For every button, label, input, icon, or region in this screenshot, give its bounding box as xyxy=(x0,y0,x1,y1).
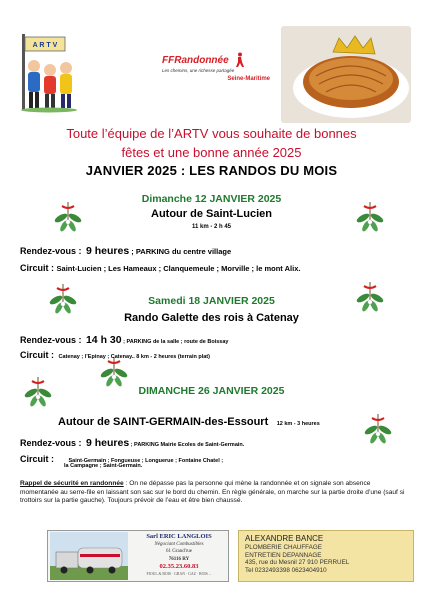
artv-logo xyxy=(10,32,88,114)
ad-left-fuels: FIOUL & BOIS · GRAN · GAZ · BOIS ... xyxy=(146,571,212,576)
ad-right-line4: Tel 0232493398 0623404910 xyxy=(245,566,327,574)
circuit-route: Saint-Lucien ; Les Hameaux ; Clanquemeule ; Morville ; le mont Alix. xyxy=(56,264,301,273)
event-3-date: DIMANCHE 26 JANVIER 2025 xyxy=(138,385,285,397)
ad-left-phone: 02.35.23.60.83 xyxy=(159,563,199,571)
ffr-region: Seine-Maritime xyxy=(227,76,270,82)
event-1-rdv xyxy=(20,241,231,259)
ad-left-activity: Négociant Combustibles xyxy=(154,541,204,547)
ad-left-city: 76116 RY xyxy=(168,556,190,562)
greeting-line-1: Toute l’équipe de l’ARTV vous souhaite de bonnes xyxy=(66,126,357,141)
month-banner: JANVIER 2025 : LES RANDOS DU MOIS xyxy=(85,163,338,178)
event-1-date: Dimanche 12 JANVIER 2025 xyxy=(141,193,282,205)
safety-reminder xyxy=(20,480,410,506)
rdv-label: Rendez-vous : xyxy=(20,438,82,448)
mistletoe-icon xyxy=(360,412,396,448)
rdv-place: ; PARKING de la salle ; route de Boissay xyxy=(121,339,229,345)
circuit-label: Circuit : xyxy=(20,350,55,360)
ffrandonnee-logo xyxy=(162,52,270,100)
circuit-route-line-2: la Campagne ; Saint-Germain. xyxy=(64,463,143,469)
ad-eric-langlois xyxy=(47,530,229,582)
ad-right-line1: PLOMBERIE CHAUFFAGE xyxy=(245,544,322,551)
ffr-tagline: Les chemins, une richesse partagée xyxy=(162,68,235,73)
rdv-time: 9 heures xyxy=(85,245,130,257)
rdv-place: ; PARKING Mairie Ecoles de Saint-Germain. xyxy=(129,442,245,448)
safety-text: : On ne dépasse pas la personne qui mène la randonnée et on signale son absence momentanée au serre-file en laissant son sac sur le bord du chemin. En règle générale, on marche sur la partie droite d’une (sauf si trottoirs sur la partie gauche). Toujours prévoir de l’eau et être bien chaussé. xyxy=(20,480,405,505)
event-2-circuit xyxy=(20,345,210,363)
event-2-title: Rando Galette des rois à Catenay xyxy=(124,312,299,324)
rdv-time: 9 heures xyxy=(85,437,130,449)
circuit-route-line-1: Saint-Germain ; Fongueuse ; Longuerue ; Fontaine Chatel ; xyxy=(68,458,224,464)
greeting-line-2: fêtes et une bonne année 2025 xyxy=(121,145,302,160)
galette-photo xyxy=(281,26,411,123)
circuit-route: Catenay ; l’Epinay ; Catenay.. 8 km - 2 heures (terrain plat) xyxy=(58,354,210,360)
circuit-label: Circuit : xyxy=(20,263,57,273)
hiker-icon xyxy=(232,52,246,68)
rdv-place: ; PARKING du centre village xyxy=(129,247,232,256)
ad-left-street: 61 Grand'rue xyxy=(165,549,193,555)
safety-title: Rappel de sécurité en randonnée xyxy=(20,480,124,487)
rdv-label: Rendez-vous : xyxy=(20,246,82,256)
event-1-distance: 11 km - 2 h 45 xyxy=(191,224,232,230)
ffr-name: FFRandonnée xyxy=(162,54,229,66)
event-3-distance: 12 km - 3 heures xyxy=(276,421,320,427)
artv-sign-text: A R T V xyxy=(32,42,58,49)
fuel-truck-image xyxy=(50,532,128,580)
rdv-time: 14 h 30 xyxy=(85,334,122,346)
circuit-label: Circuit : xyxy=(20,454,55,464)
event-1-circuit xyxy=(20,258,300,276)
event-3-title-row xyxy=(58,412,320,430)
event-3-title: Autour de SAINT-GERMAIN-des-Essourt xyxy=(58,416,269,428)
ad-right-name: ALEXANDRE BANCE xyxy=(245,534,324,543)
ad-alexandre-bance xyxy=(238,530,414,582)
greeting-headline xyxy=(10,124,413,162)
ad-right-line3: 435, rue du Mesnil 27 910 PERRUEL xyxy=(245,559,350,567)
event-2-date: Samedi 18 JANVIER 2025 xyxy=(148,295,275,307)
event-1-title: Autour de Saint-Lucien xyxy=(151,208,272,220)
ad-left-brand: Sarl ERIC LANGLOIS xyxy=(146,533,212,540)
ad-right-line2: ENTRETIEN DEPANNAGE xyxy=(245,551,322,559)
rdv-label: Rendez-vous : xyxy=(20,335,82,345)
mistletoe-icon xyxy=(20,375,56,411)
